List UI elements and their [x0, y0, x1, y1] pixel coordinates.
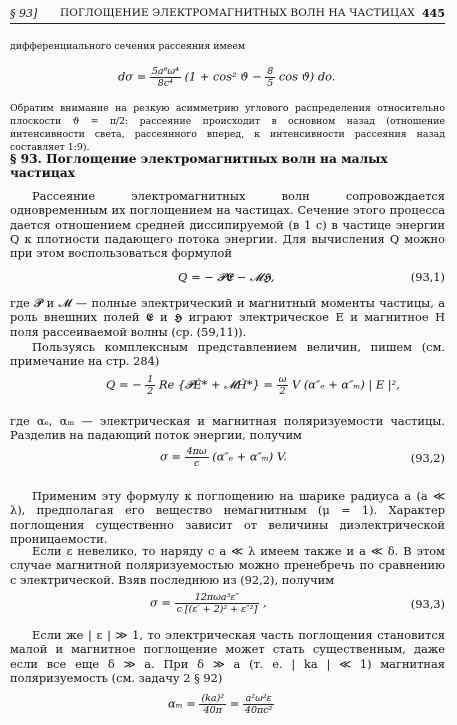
eq933-lhs: σ =	[150, 595, 171, 610]
paragraph-4: где αₑ, αₘ — электрическая и магнитная поляризуемости частицы. Разделив на падающий поток энергии, получим	[10, 414, 445, 443]
equation-Q	[10, 374, 445, 400]
header-title: ПОГЛОЩЕНИЕ ЭЛЕКТРОМАГНИТНЫХ ВОЛН НА ЧАСТИЦАХ	[60, 7, 415, 19]
eq931-expr: Q = − 𝓟𝕰̇ − 𝓜𝕳̇,	[178, 270, 275, 284]
alpha-frac2-num: a²ω²ε	[243, 693, 274, 705]
dsigma-mid: (1 + cos² ϑ −	[184, 69, 262, 84]
equation-93-3	[10, 592, 445, 618]
eqQ-frac2-num: ω	[278, 374, 287, 385]
dsigma-rhs: cos ϑ) do.	[278, 69, 336, 84]
eq931-label: (93,1)	[410, 270, 445, 284]
alpha-frac1-num: (ka)²	[201, 693, 225, 704]
header-section-ref: § 93]	[10, 7, 38, 20]
header-rule	[10, 23, 445, 24]
eq933-frac-num: 12πωa³ε″	[175, 592, 260, 604]
eq932-rhs: (α″ₑ + α″ₘ) V.	[212, 449, 287, 464]
alpha-frac1-den: 40π	[203, 705, 222, 716]
equation-alpha-m	[10, 693, 445, 721]
eq933-frac-den: c [(ε′ + 2)² + ε″²]	[176, 604, 258, 615]
dsigma-frac2-den: 5	[267, 78, 274, 89]
dsigma-frac1	[150, 66, 181, 89]
eqQ-frac1-num: 1	[147, 374, 154, 385]
eq932-frac-num: 4πω	[186, 446, 207, 457]
eq932-lhs: σ =	[160, 449, 181, 464]
paragraph-2: где 𝓟 и 𝓜 — полные электрический и магнитный моменты частицы, а роль внешних полей 𝕰 и 𝕳 играют электрическое E и магнитное H поля рассеиваемой волны (ср. (59,11)).	[10, 296, 445, 339]
paragraph-1: Рассеяние электромагнитных волн сопровождается одновременным их поглощением на частицах. Сечение этого процесса дается отношением средней диссипируемой (в 1 с) в частице энергии Q к плотности падающего потока энергии. Для вычисления Q можно при этом воспользоваться формулой	[10, 189, 445, 261]
note-paragraph: Обратим внимание на резкую асимметрию углового распределения относительно плоскости ϑ = π/2: рассеяние происходит в основном назад (отношение интенсивности света, рассеянного вперед, к интенсивности рассеяния назад составляет 1:9).	[10, 103, 445, 153]
alpha-frac2	[243, 693, 274, 716]
equation-93-1	[10, 270, 445, 288]
paragraph-5: Применим эту формулу к поглощению на шарике радиуса a (a ≪ λ), предполагая его вещество немагнитным (μ = 1). Характер поглощения существенно зависит от величины диэлектрической проницаемости.	[10, 489, 445, 546]
eqQ-frac1-den: 2	[147, 386, 154, 397]
eq932-frac	[185, 446, 209, 469]
formula-dsigma	[10, 62, 445, 88]
alpha-frac1	[199, 693, 226, 716]
eq933-label: (93,3)	[410, 597, 445, 611]
eq932-frac-den: c	[193, 458, 200, 469]
alpha-frac2-den: 40πc²	[244, 705, 273, 716]
paragraph-7: Если же | ε | ≫ 1, то электрическая часть поглощения становится малой и магнитное поглощение может стать существенным, даже если все еще δ ≫ a. При δ ≫ a (т. е. | ka | ≪ 1) магнитная поляризуемость (см. задачу 2 § 92)	[10, 628, 445, 685]
eqQ-frac2-den: 2	[279, 386, 286, 397]
dsigma-lhs: dσ =	[118, 69, 147, 84]
running-header	[10, 7, 445, 23]
dsigma-frac2	[265, 66, 275, 89]
paragraph-3: Пользуясь комплексным представлением величин, пишем (см. примечание на стр. 284)	[10, 340, 445, 369]
eq933-frac	[175, 592, 260, 615]
intro-line: дифференциального сечения рассеяния имеем	[10, 41, 246, 52]
eqQ-rhs: V (α″ₑ + α″ₘ) | E |²,	[291, 377, 400, 392]
paragraph-6: Если ε невелико, то наряду с a ≪ λ имеем также и a ≪ δ. В этом случае магнитной поляризуемостью можно пренебречь по сравнению с электрической. Взяв последнюю из (92,2), получим	[10, 544, 445, 587]
section-heading: § 93. Поглощение электромагнитных волн на малых частицах	[10, 152, 388, 180]
eqQ-mid: Re {𝓟Ė* + 𝓜Ḣ*} =	[158, 377, 273, 392]
eqQ-frac2	[277, 374, 289, 397]
alpha-lhs: αₘ =	[168, 696, 196, 711]
alpha-eq: =	[229, 696, 240, 711]
eq933-rhs: ,	[262, 595, 267, 610]
dsigma-frac2-num: 8	[267, 66, 274, 77]
dsigma-frac1-den: 8c⁴	[157, 78, 173, 89]
eq932-label: (93,2)	[410, 451, 445, 465]
eqQ-frac1	[145, 374, 155, 397]
dsigma-frac1-num: 5a⁶ω⁴	[151, 66, 179, 77]
page-number: 445	[422, 7, 445, 20]
equation-93-2	[10, 446, 445, 472]
eqQ-lhs: Q = −	[106, 377, 142, 392]
